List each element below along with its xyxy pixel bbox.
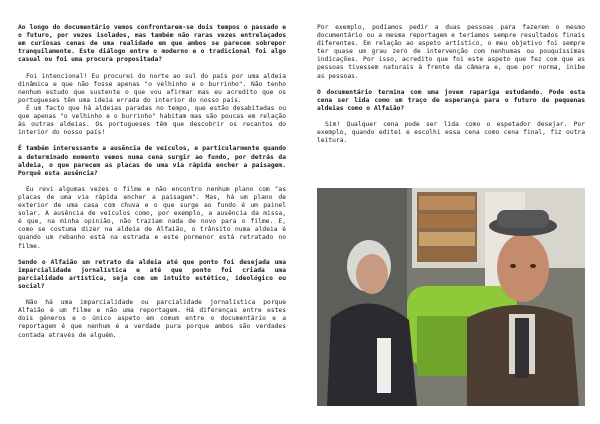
question-1: Ao longo do documentário vemos confrontarem-se dois tempos o passado e o futuro, por vezes isolados, mas também não raras vezes entrelaçados em curiosas cenas de uma realidade em que ambos se parecem sobrepor tranquilamente. Este diálogo entre o moderno e o tradicional foi algo casual ou foi uma procura propositada? <box>18 24 286 64</box>
answer-1-paragraph-1: Foi intencional! Eu procurei do norte ao sul do país por uma aldeia dinâmica e que não fosse apenas "o velhinho e o burrinho". Não tenho nenhum estudo que sustente o que vou afirmar mas eu acredito que os portugueses têm uma ideia errada do interior do nosso país. <box>18 72 286 104</box>
elderly-couple-illustration <box>317 188 585 406</box>
right-column <box>317 24 585 154</box>
left-column <box>18 24 286 348</box>
answer-4: Sim! Qualquer cena pode ser lida como o espetador desejar. Por exemplo, quando editei e escolhi essa cena como cena final, fiz outra leitura. <box>317 121 585 145</box>
question-2: É também interessante a ausência de veículos, e particularmente quando a determinado momento vemos numa cena surgir ao fundo, por detrás da aldeia, o que parecem as placas de uma via rápida encher a paisagem. Porquê esta ausência? <box>18 145 286 177</box>
answer-1-paragraph-2: É um facto que há aldeias paradas no tempo, que estão desabitadas ou que apenas "o velhinho e o burrinho" habitam mas são poucas em relação às outras aldeias. Os portugueses têm que descobrir os recantos do interior do nosso país! <box>18 104 286 137</box>
question-4: O documentário termina com uma jovem rapariga estudando. Pode esta cena ser lida como um traço de esperança para o futuro de pequenas aldeias como o Alfaião? <box>317 88 585 112</box>
answer-3: Não há uma imparcialidade ou parcialidade jornalística porque Alfaião é um filme e não uma reportagem. Há diferenças entre estes dois géneros e o único aspeto em comum entre o documentário e a reportagem é que nenhum é a verdade pura porque ambos são verdades contada através de alguém. <box>18 299 286 339</box>
answer-3-continued: Por exemplo, podíamos pedir a duas pessoas para fazerem o mesmo documentário ou a mesma reportagem e teríamos sempre resultados finais diferentes. Em relação ao aspeto artístico, o meu objetivo foi sempre ter quase um grau zero de intervenção com nenhumas ou pouquíssimas indicações. Por isso, acredito que foi este aspeto que fez com que as pessoas tivessem naturais à frente da câmara e, que por norma, inibe as pessoas. <box>317 24 585 80</box>
question-3: Sendo o Alfaião um retrato da aldeia até que ponto foi desejada uma imparcialidade jornalística e até que ponto foi criada uma parcialidade artística, seja com um intuito estético, ideológico ou social? <box>18 258 286 290</box>
answer-2: Eu revi algumas vezes o filme e não encontro nenhum plano com "as placas de uma via rápida encher a paisagem". Mas, há um plano de exterior de uma casa com chuva e o que surge ao fundo é um painel solar. A ausência de veículos como, por exemplo, a ausência da missa, é que, na minha opinião, não traziam nada de novo para o filme. E, como se costuma dizer na aldeia de Alfaião, o trânsito numa aldeia é quando um rebanho está na estrada e este pormenor está retratado no filme. <box>18 185 286 250</box>
documentary-still-photo <box>317 188 585 406</box>
